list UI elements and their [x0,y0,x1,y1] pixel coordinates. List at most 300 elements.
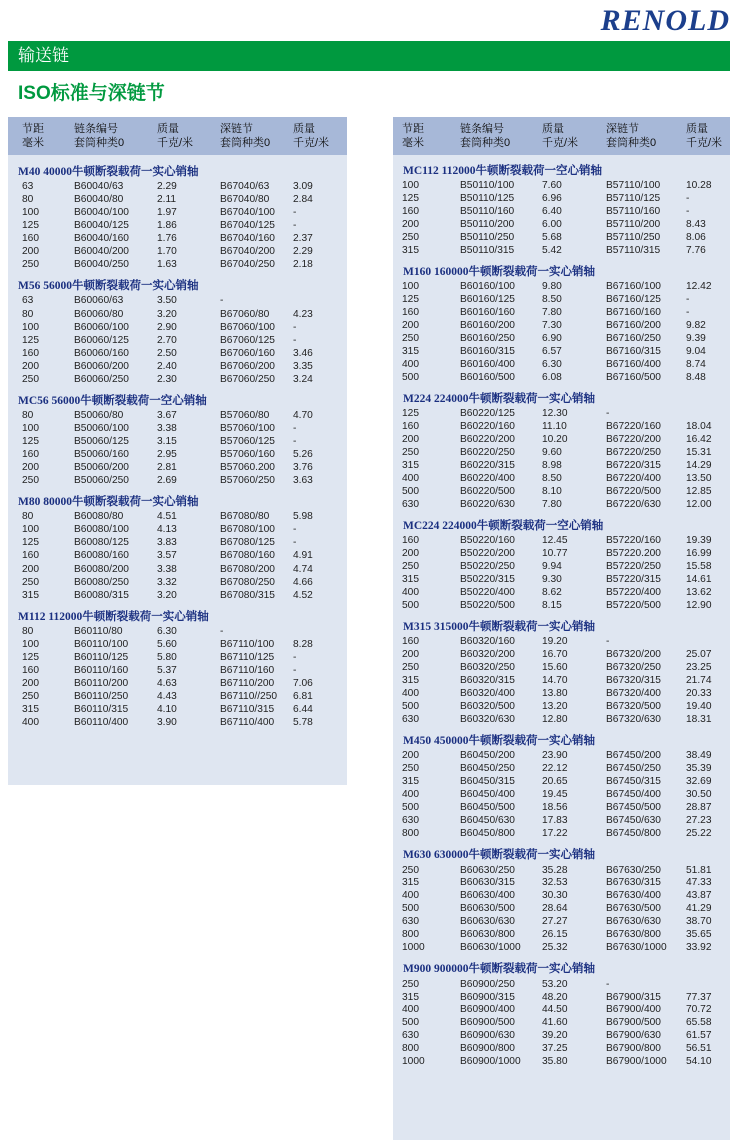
cell-deep-link: B67160/125 [606,294,661,306]
cell-chain-no: B50220/400 [460,587,515,599]
cell-mass: 30.30 [542,890,568,902]
cell-deep-link: B67110/125 [220,651,275,663]
cell-chain-no: B50220/315 [460,574,515,586]
cell-mass: 4.13 [157,524,177,536]
cell-deep-link: B67450/400 [606,789,661,801]
table-row [8,461,347,474]
cell-mass: 1.76 [157,233,177,245]
cell-deep-mass: 35.65 [686,929,712,941]
cell-deep-link: B67080/100 [220,524,275,536]
cell-pitch: 160 [402,421,419,433]
cell-chain-no: B60040/100 [74,207,129,219]
cell-mass: 6.90 [542,333,562,345]
section-title: MC56 56000牛顿断裂载荷一空心销轴 [18,394,207,407]
cell-chain-no: B60160/160 [460,307,515,319]
cell-deep-mass: 47.33 [686,877,712,889]
cell-deep-link: B67110/200 [220,677,275,689]
table-row [393,433,730,446]
cell-pitch: 250 [22,259,39,271]
table-row [8,523,347,536]
cell-pitch: 250 [402,763,419,775]
cell-pitch: 125 [22,436,39,447]
cell-pitch: 200 [22,563,39,575]
cell-deep-link: B67630/400 [606,890,661,902]
cell-pitch: 250 [22,373,39,385]
cell-deep-link: B57110/125 [606,193,661,205]
table-row [393,762,730,775]
cell-chain-no: B60060/200 [74,360,129,372]
cell-deep-link: B67630/1000 [606,942,667,954]
cell-deep-link: B67450/500 [606,802,661,814]
cell-mass: 12.30 [542,408,568,420]
cell-deep-mass: 4.91 [293,550,313,562]
cell-deep-mass: 8.48 [686,371,706,383]
cell-deep-mass: 2.84 [293,194,313,206]
cell-chain-no: B50060/200 [74,462,129,474]
table-row [393,687,730,700]
table-row [393,472,730,485]
table-row [8,563,347,576]
cell-pitch: 125 [22,220,39,232]
cell-deep-link: B67630/315 [606,877,661,889]
cell-deep-link: B67080/200 [220,563,275,575]
cell-deep-mass: 77.37 [686,991,712,1003]
cell-deep-mass: 56.51 [686,1043,712,1055]
cell-mass: 1.86 [157,220,177,232]
cell-mass: 2.29 [157,181,177,192]
cell-chain-no: B50220/250 [460,561,515,573]
cell-chain-no: B60320/200 [460,649,515,661]
cell-pitch: 100 [22,638,39,650]
cell-mass: 32.53 [542,877,568,889]
cell-deep-mass: 25.22 [686,828,712,840]
table-header [393,117,730,155]
cell-pitch: 160 [22,550,39,562]
cell-chain-no: B60320/160 [460,636,515,648]
table-row [393,713,730,726]
cell-deep-link: B67630/630 [606,916,661,928]
cell-deep-link: B57060.200 [220,462,275,474]
cell-pitch: 125 [22,651,39,663]
cell-mass: 19.45 [542,789,568,801]
cell-pitch: 315 [402,574,419,586]
cell-deep-link: B67320/500 [606,701,661,713]
cell-chain-no: B60900/630 [460,1030,515,1042]
cell-deep-mass: 15.58 [686,561,712,573]
cell-deep-mass: 12.00 [686,498,712,510]
cell-deep-mass: 2.37 [293,233,313,245]
cell-pitch: 315 [402,244,419,256]
cell-deep-link: B67110/315 [220,704,275,716]
table-header [8,117,347,155]
cell-deep-mass: 5.26 [293,449,313,461]
cell-deep-link: B57110/315 [606,244,661,256]
cell-mass: 3.50 [157,295,177,307]
cell-deep-link: B67900/800 [606,1043,661,1055]
cell-chain-no: B60320/630 [460,714,515,726]
cell-chain-no: B60060/100 [74,321,129,333]
cell-mass: 9.94 [542,561,562,573]
cell-pitch: 315 [402,877,419,889]
section-title: M40 40000牛顿断裂载荷一实心销轴 [18,166,199,178]
cell-deep-link: B67080/80 [220,511,270,523]
cell-deep-link: B57110/200 [606,219,661,231]
cell-chain-no: B60110/200 [74,677,129,689]
cell-chain-no: B50110/250 [460,232,515,243]
cell-deep-mass: - [686,294,690,306]
cell-deep-link: B67160/250 [606,333,661,345]
cell-deep-link: B67450/250 [606,763,661,775]
cell-deep-link: B67040/100 [220,207,275,219]
table-row [8,308,347,321]
cell-chain-no: B60110/125 [74,651,129,663]
section-title: MC224 224000牛顿断裂载荷一空心销轴 [403,520,604,533]
cell-pitch: 100 [402,281,419,293]
cell-deep-link: B67900/500 [606,1017,661,1029]
cell-deep-link: B67060/250 [220,373,275,385]
cell-deep-link: B57060/250 [220,475,275,487]
renold-logo: RENOLD [600,4,730,37]
cell-chain-no: B60450/800 [460,828,515,840]
cell-mass: 3.20 [157,308,177,320]
cell-chain-no: B60160/400 [460,359,515,370]
table-row [393,534,730,547]
cell-deep-link: B57220/500 [606,600,661,612]
cell-pitch: 630 [402,498,419,510]
cell-mass: 5.80 [157,651,177,663]
cell-mass: 6.96 [542,193,562,205]
cell-pitch: 315 [402,991,419,1003]
table-row [393,801,730,814]
cell-pitch: 125 [402,193,419,205]
cell-deep-mass: 3.24 [293,373,313,385]
cell-chain-no: B60630/315 [460,877,515,889]
cell-mass: 2.90 [157,321,177,333]
cell-deep-link: B67040/160 [220,233,275,245]
table-row [393,749,730,762]
cell-deep-link: B67630/500 [606,903,661,915]
cell-mass: 17.22 [542,828,568,840]
cell-deep-link: B57060/80 [220,409,270,421]
cell-deep-link: B67320/250 [606,662,661,674]
cell-chain-no: B60220/250 [460,447,515,459]
cell-mass: 5.42 [542,244,562,256]
cell-mass: 2.11 [157,194,177,206]
cell-pitch: 315 [402,776,419,788]
table-row [8,360,347,373]
cell-pitch: 250 [402,978,419,990]
cell-deep-mass: - [293,651,297,663]
cell-chain-no: B60630/500 [460,903,515,915]
cell-mass: 22.12 [542,763,568,775]
cell-pitch: 200 [402,434,419,446]
cell-deep-link: - [606,408,610,420]
cell-deep-link: B57060/160 [220,449,275,461]
cell-chain-no: B60320/400 [460,688,515,700]
header-mass2: 质量 千克/米 [293,123,330,149]
cell-deep-mass: 25.07 [686,649,712,661]
right-table-panel [393,117,730,1140]
section-title: M80 80000牛顿断裂载荷一实心销轴 [18,496,199,509]
cell-chain-no: B60160/315 [460,346,515,358]
table-row [8,258,347,271]
cell-mass: 5.37 [157,664,177,676]
cell-deep-mass: 12.85 [686,486,712,497]
cell-deep-link: B67450/800 [606,828,661,840]
cell-deep-link: B57220/315 [606,574,661,586]
cell-mass: 3.15 [157,436,177,447]
cell-deep-mass: 30.50 [686,789,712,801]
cell-chain-no: B60110/400 [74,717,129,729]
cell-deep-link: B67060/80 [220,308,270,320]
cell-chain-no: B50110/160 [460,206,515,218]
cell-deep-mass: 51.81 [686,864,712,876]
cell-deep-link: B67900/1000 [606,1056,667,1068]
cell-deep-link: B57060/125 [220,436,275,447]
cell-deep-mass: - [293,436,297,447]
cell-pitch: 80 [22,308,34,320]
cell-pitch: 500 [402,1017,419,1029]
cell-pitch: 250 [402,447,419,459]
cell-chain-no: B60040/200 [74,246,129,258]
cell-deep-link: B57110/100 [606,180,661,192]
cell-chain-no: B60900/800 [460,1043,515,1055]
cell-deep-link: B67080/160 [220,550,275,562]
cell-chain-no: B60040/125 [74,220,129,232]
table-row [393,915,730,928]
cell-pitch: 125 [402,294,419,306]
cell-pitch: 80 [22,194,34,206]
cell-deep-link: B67040/250 [220,259,275,271]
cell-deep-mass: 8.06 [686,232,706,243]
cell-deep-link: B67160/500 [606,371,661,383]
cell-deep-link: B67320/315 [606,675,661,687]
cell-deep-mass: 33.92 [686,942,712,954]
table-row [8,703,347,716]
cell-deep-mass: 16.99 [686,548,712,560]
cell-pitch: 100 [22,207,39,219]
cell-pitch: 80 [22,511,34,523]
cell-chain-no: B60900/315 [460,991,515,1003]
section-title: M224 224000牛顿断裂载荷一实心销轴 [403,393,595,406]
table-row [393,864,730,877]
cell-deep-mass: 65.58 [686,1017,712,1029]
cell-deep-link: B57220.200 [606,548,661,560]
cell-pitch: 200 [402,548,419,560]
cell-chain-no: B60220/125 [460,408,515,420]
cell-deep-mass: 10.28 [686,180,712,192]
cell-mass: 18.56 [542,802,568,814]
cell-deep-mass: 4.70 [293,409,313,421]
cell-deep-mass: 7.06 [293,677,313,689]
table-row [8,549,347,562]
table-row [8,422,347,435]
cell-mass: 2.40 [157,360,177,372]
cell-deep-link: B67220/250 [606,447,661,459]
cell-mass: 15.60 [542,662,568,674]
cell-deep-mass: 38.70 [686,916,712,928]
cell-pitch: 315 [22,704,39,716]
cell-mass: 25.32 [542,942,568,954]
table-row [8,589,347,602]
cell-pitch: 315 [402,346,419,358]
table-row [393,648,730,661]
cell-deep-mass: 18.04 [686,421,712,433]
cell-deep-mass: - [293,220,297,232]
cell-deep-link: B57220/160 [606,535,661,547]
cell-mass: 8.15 [542,600,562,612]
table-row [393,889,730,902]
cell-deep-link: B67080/250 [220,576,275,588]
cell-deep-link: B67450/630 [606,815,661,827]
cell-deep-mass: 12.90 [686,600,712,612]
cell-chain-no: B60900/400 [460,1004,515,1016]
cell-chain-no: B60320/315 [460,675,515,687]
cell-chain-no: B60900/1000 [460,1056,521,1068]
cell-deep-mass: 3.35 [293,360,313,372]
cell-mass: 7.30 [542,320,562,332]
cell-deep-mass: 4.74 [293,563,313,575]
table-row [393,407,730,420]
section-title: M450 450000牛顿断裂载荷一实心销轴 [403,735,595,748]
cell-deep-mass: - [686,206,690,218]
table-row [393,179,730,192]
table-row [8,232,347,245]
table-row [393,420,730,433]
cell-pitch: 100 [22,422,39,434]
table-row [393,661,730,674]
header-chain: 链条编号 套筒种类0 [74,123,125,149]
cell-chain-no: B60900/250 [460,978,515,990]
cell-chain-no: B60160/250 [460,333,515,345]
table-row [393,1029,730,1042]
cell-pitch: 500 [402,903,419,915]
table-row [8,435,347,448]
cell-pitch: 400 [402,587,419,599]
table-row [393,485,730,498]
cell-mass: 28.64 [542,903,568,915]
cell-deep-mass: 3.46 [293,347,313,359]
table-row [8,219,347,232]
cell-deep-mass: 2.18 [293,259,313,271]
cell-deep-mass: 2.29 [293,246,313,258]
cell-deep-link: B67040/200 [220,246,275,258]
cell-deep-mass: 6.81 [293,691,313,702]
cell-pitch: 315 [22,589,39,601]
table-row [8,347,347,360]
cell-chain-no: B60220/200 [460,434,515,446]
cell-deep-mass: 5.78 [293,717,313,729]
cell-mass: 1.97 [157,207,177,219]
cell-chain-no: B60080/100 [74,524,129,536]
cell-mass: 2.81 [157,462,177,474]
cell-deep-mass: - [293,524,297,536]
cell-deep-mass: 4.66 [293,576,313,588]
cell-mass: 16.70 [542,649,568,661]
table-row [8,193,347,206]
cell-deep-mass: 27.23 [686,815,712,827]
cell-deep-link: - [220,625,224,637]
cell-pitch: 250 [22,576,39,588]
cell-chain-no: B60040/80 [74,194,124,206]
table-row [8,510,347,523]
cell-deep-link: B67220/500 [606,486,661,497]
table-row [393,941,730,954]
section-title: MC112 112000牛顿断裂载荷一空心销轴 [403,165,603,177]
cell-deep-mass: 7.76 [686,244,706,256]
cell-chain-no: B60220/400 [460,473,515,485]
cell-mass: 6.08 [542,371,562,383]
cell-deep-mass: 43.87 [686,890,712,902]
cell-chain-no: B60160/100 [460,281,515,293]
cell-pitch: 500 [402,600,419,612]
cell-deep-link: B67220/200 [606,434,661,446]
cell-mass: 3.57 [157,550,177,562]
table-row [393,635,730,648]
cell-mass: 19.20 [542,636,568,648]
cell-pitch: 500 [402,486,419,497]
table-row [393,599,730,612]
cell-deep-link: B67160/400 [606,359,661,370]
cell-deep-mass: - [686,307,690,319]
cell-chain-no: B50110/100 [460,180,515,192]
cell-mass: 3.83 [157,537,177,549]
cell-pitch: 200 [402,750,419,762]
cell-pitch: 200 [22,246,39,258]
cell-mass: 9.60 [542,447,562,459]
cell-mass: 14.70 [542,675,568,687]
cell-mass: 26.15 [542,929,568,941]
table-row [393,371,730,384]
table-row [393,788,730,801]
cell-deep-link: B67110/400 [220,717,275,729]
cell-deep-mass: 23.25 [686,662,712,674]
table-row [393,498,730,511]
cell-chain-no: B60450/250 [460,763,515,775]
section-title: M630 630000牛顿断裂载荷一实心销轴 [403,849,595,862]
cell-chain-no: B60630/1000 [460,942,521,954]
cell-pitch: 160 [22,449,39,461]
cell-pitch: 125 [22,537,39,549]
cell-mass: 3.67 [157,409,177,421]
cell-deep-mass: - [686,193,690,205]
cell-mass: 8.62 [542,587,562,599]
cell-pitch: 160 [22,664,39,676]
cell-pitch: 160 [402,636,419,648]
table-row [8,536,347,549]
cell-mass: 3.38 [157,563,177,575]
section-title: M900 900000牛顿断裂载荷一实心销轴 [403,963,595,976]
table-row [8,625,347,638]
cell-mass: 2.50 [157,347,177,359]
cell-deep-mass: 32.69 [686,776,712,788]
cell-mass: 1.63 [157,259,177,271]
cell-pitch: 125 [402,408,419,420]
cell-pitch: 500 [402,701,419,713]
cell-deep-link: - [220,295,224,307]
cell-mass: 13.80 [542,688,568,700]
cell-pitch: 400 [402,1004,419,1016]
cell-deep-link: B67080/315 [220,589,275,601]
table-row [393,293,730,306]
cell-pitch: 160 [22,233,39,245]
cell-mass: 10.20 [542,434,568,446]
cell-deep-link: B67060/125 [220,334,275,346]
section-title: M56 56000牛顿断裂载荷一实心销轴 [18,280,199,293]
cell-deep-mass: 6.44 [293,704,313,716]
cell-chain-no: B60040/250 [74,259,129,271]
cell-pitch: 200 [402,649,419,661]
